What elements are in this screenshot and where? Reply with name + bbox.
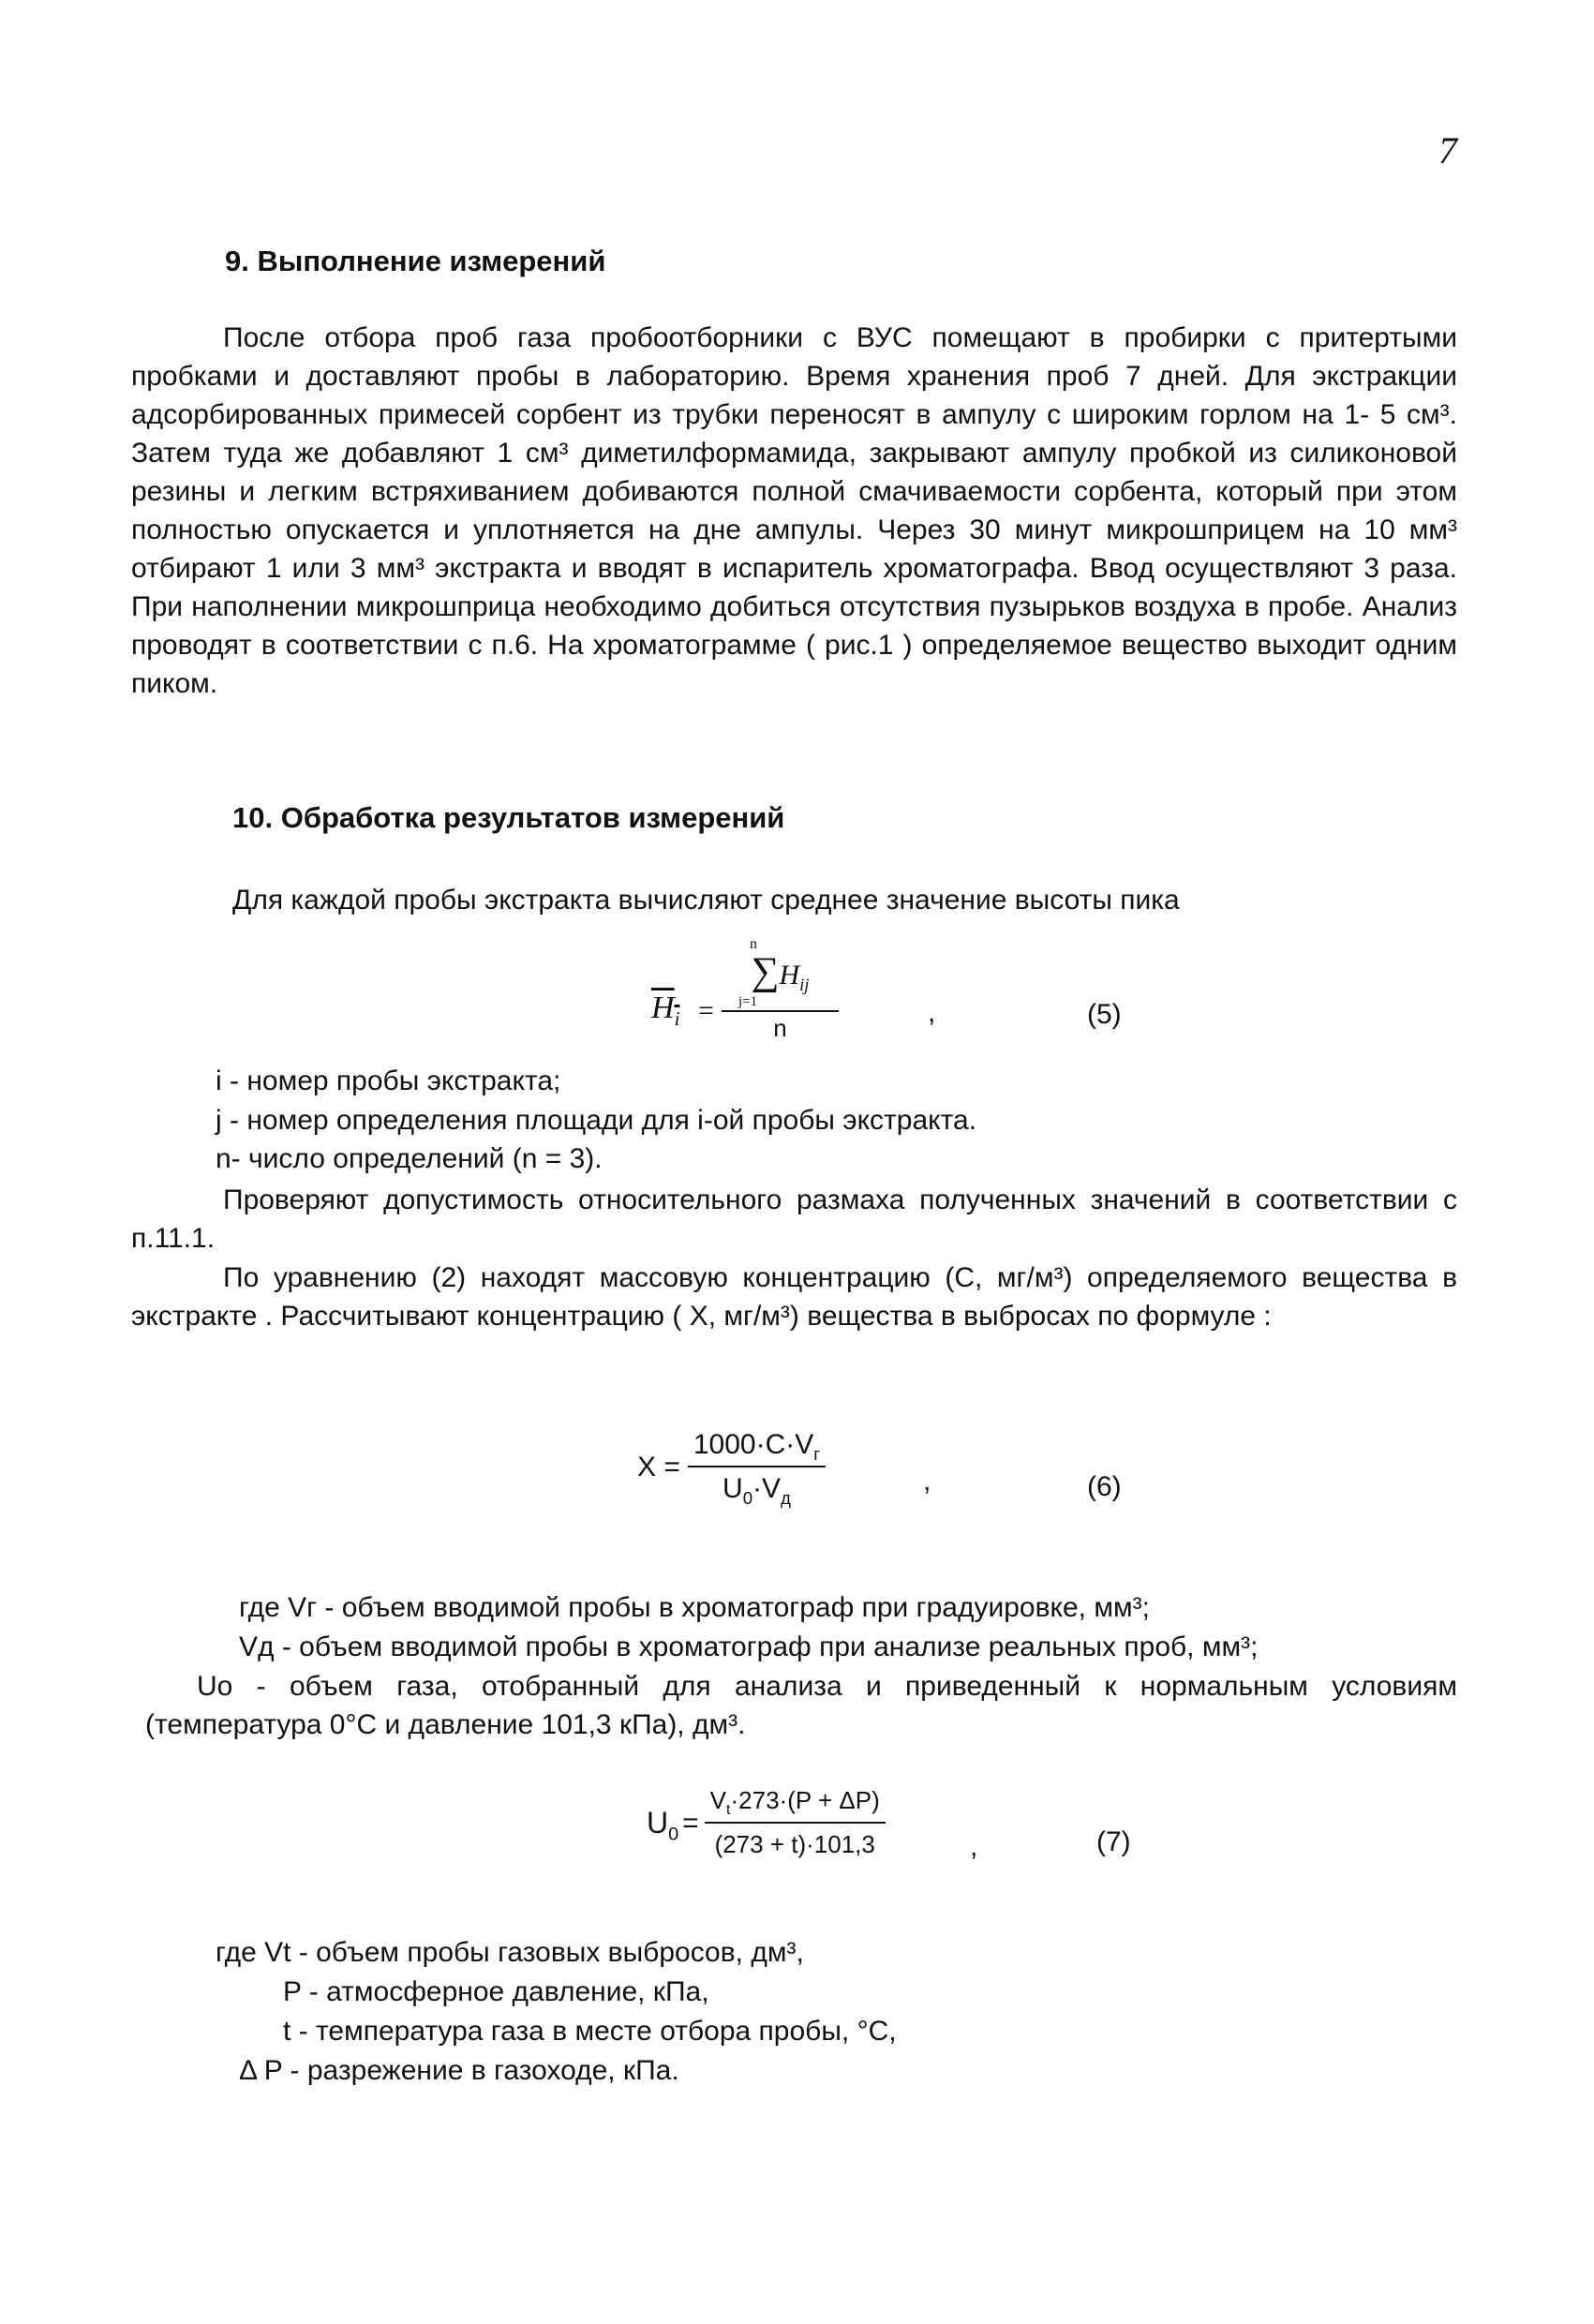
var-n: n- число определений (n = 3). xyxy=(216,1143,603,1174)
formula-7-fraction xyxy=(705,1781,886,1864)
formula-7-equals: = xyxy=(682,1807,699,1839)
formula-7 xyxy=(647,1771,886,1874)
formula-7-numerator: $V_t\cdot 273\cdot(P + \Delta P)$ xyxy=(705,1781,886,1824)
section-10-intro: Для каждой пробы экстракта вычисляют среднее значение высоты пика xyxy=(232,885,1180,916)
formula-5-lhs: $H_i$ xyxy=(651,991,680,1030)
formula-6 xyxy=(637,1410,826,1523)
sum-sign: ∑ xyxy=(751,950,780,993)
formula-6-numerator: $1000\cdot C\cdot V_г$ xyxy=(688,1425,826,1467)
var-i: i - номер пробы экстракта; xyxy=(216,1065,561,1096)
concentration-paragraph: По уравнению (2) находят массовую концентрацию (С, мг/м³) определяемого вещества в экстракте . Рассчитывают концентрацию ( Х, мг/м³) вещества в выбросах по формуле : xyxy=(131,1262,1457,1332)
var-delta-p: Δ P - разрежение в газоходе, кПа. xyxy=(239,2055,679,2086)
formula-6-comma: , xyxy=(923,1466,931,1497)
page-number: 7 xyxy=(1438,129,1457,171)
formula-5-equals: = xyxy=(698,995,714,1026)
formula-7-lhs: $U_0$ xyxy=(647,1805,679,1844)
check-paragraph: Проверяют допустимость относительного размаха полученных значений в соответствии с п.11.1. xyxy=(131,1184,1457,1254)
var-t: t - температура газа в месте отбора пробы, °С, xyxy=(283,2016,897,2047)
formula-5-comma: , xyxy=(928,997,936,1028)
var-vg: где Vг - объем вводимой пробы в хроматограф при градуировке, мм³; xyxy=(239,1592,1150,1623)
formula-7-number: (7) xyxy=(1096,1826,1131,1857)
formula-6-lhs: X = xyxy=(637,1451,680,1482)
var-vt: где Vt - объем пробы газовых выбросов, дм³, xyxy=(216,1937,804,1968)
formula-5-fraction xyxy=(722,937,839,1044)
formula-6-denominator: $U_0\cdot V_д$ xyxy=(723,1473,791,1508)
formula-5-denominator: n xyxy=(773,1014,787,1042)
formula-5 xyxy=(651,937,932,1064)
section-9-heading: 9. Выполнение измерений xyxy=(225,245,606,277)
var-uo: Uo - объем газа, отобранный для анализа и приведенный к нормальным условиям (температура 0°С и давление 101,3 кПа), дм³. xyxy=(145,1671,1457,1740)
formula-7-denominator: (273 + t)·101,3 xyxy=(714,1830,875,1858)
section-10-heading: 10. Обработка результатов измерений xyxy=(232,801,785,834)
section-9-text: После отбора проб газа пробоотборники с ВУС помещают в пробирки с притертыми пробками и доставляют пробы в лабораторию. Время хранения проб 7 дней. Для экстракции адсорбированных примесей сорбент из трубки переносят в ампулу с широким горлом на 1- 5 см³. Затем туда же добавляют 1 см³ диметилформамида, закрывают ампулу пробкой из силиконовой резины и легким встряхиванием добиваются полной смачиваемости сорбента, который при этом полностью опускается и уплотняется на дне ампулы. Через 30 минут микрошприцем на 10 мм³ отбирают 1 или 3 мм³ экстракта и вводят в испаритель хроматографа. Ввод осуществляют 3 раза. При наполнении микрошприца необходимо добиться отсутствия пузырьков воздуха в пробе. Анализ проводят в соответствии с п.6. На хроматограмме ( рис.1 ) определяемое вещество выходит одним пиком. xyxy=(131,322,1457,699)
formula-5-number: (5) xyxy=(1087,999,1122,1030)
var-p: P - атмосферное давление, кПа, xyxy=(283,1976,709,2007)
section-9-paragraph xyxy=(131,319,1457,703)
formula-7-comma: , xyxy=(970,1831,978,1862)
formula-5-sum-lower: j=1 xyxy=(738,994,758,1009)
formula-6-fraction xyxy=(688,1425,826,1508)
formula-6-number: (6) xyxy=(1087,1471,1122,1502)
formula-5-sum-upper: n xyxy=(750,936,757,952)
var-vd: Vд - объем вводимой пробы в хроматограф при анализе реальных проб, мм³; xyxy=(239,1631,1259,1662)
formula-5-numerator: $\sum H_{ij}$ j=1 xyxy=(722,952,839,1012)
var-j: j - номер определения площади для i-ой пробы экстракта. xyxy=(216,1105,977,1136)
